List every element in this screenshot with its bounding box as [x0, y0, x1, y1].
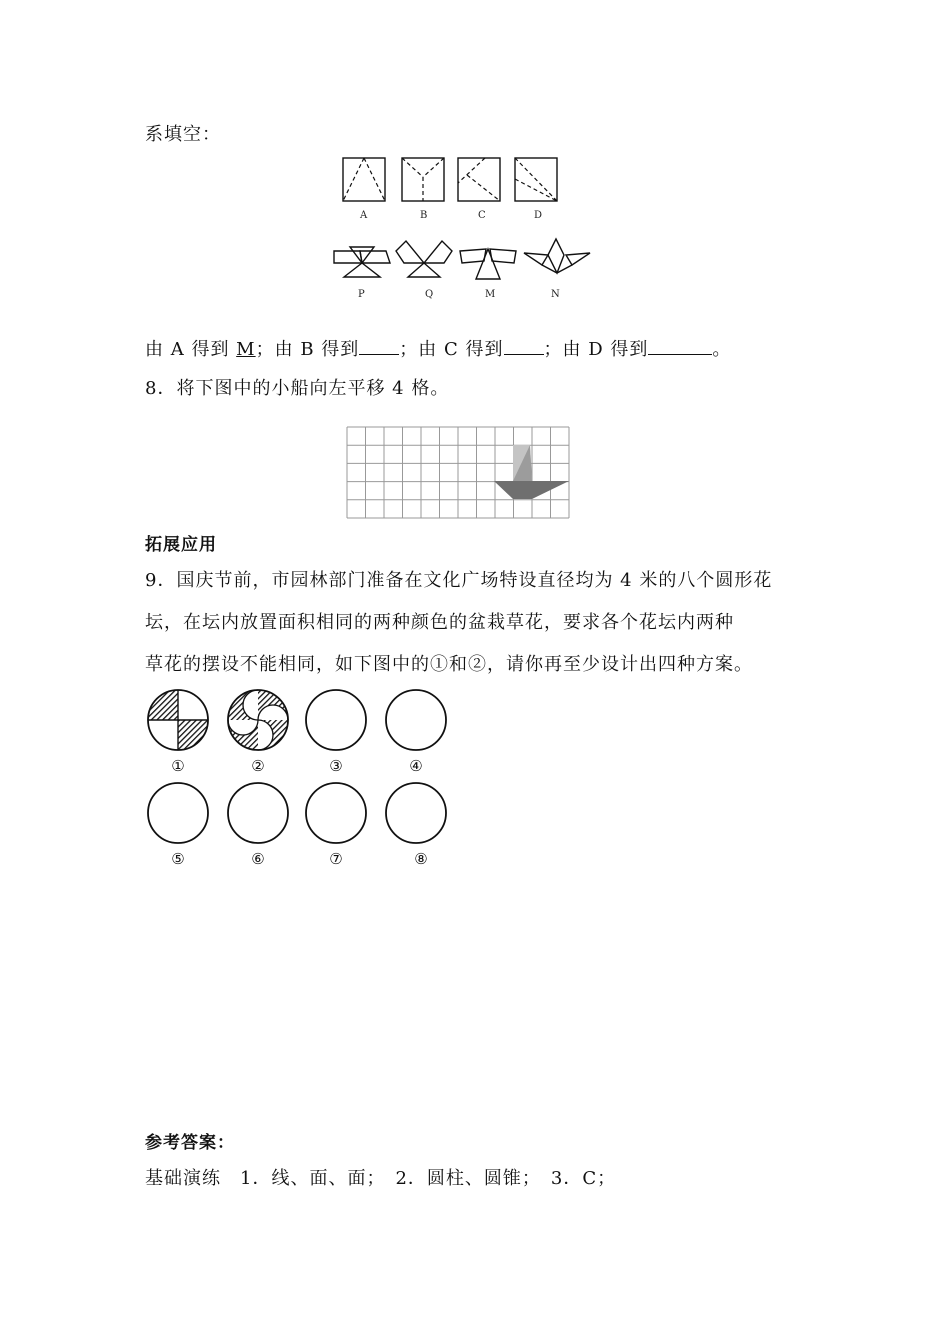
label-a: A — [360, 210, 368, 221]
design-circle-7[interactable] — [306, 783, 366, 843]
answers-line: 基础演练 1．线、面、面； 2．圆柱、圆锥； 3．C； — [145, 1168, 617, 1189]
label-m: M — [485, 289, 496, 300]
design-circle-2 — [228, 690, 288, 750]
design-circle-5[interactable] — [148, 783, 208, 843]
label-c: C — [478, 210, 486, 221]
q7-end: 。 — [712, 339, 732, 360]
q9-line-2: 坛，在坛内放置面积相同的两种颜色的盆栽草花，要求各个花坛内两种 — [145, 612, 734, 633]
circle-label-7: ⑦ — [329, 850, 343, 868]
label-n: N — [551, 289, 560, 300]
boat-hull — [494, 481, 569, 499]
q7-answer-line — [145, 335, 731, 361]
design-circle-8[interactable] — [386, 783, 446, 843]
circle-label-5: ⑤ — [171, 850, 185, 868]
section-title: 拓展应用 — [145, 535, 217, 555]
grid-lines — [347, 427, 569, 518]
boat-grid-figure — [346, 426, 570, 519]
circle-label-4: ④ — [409, 757, 423, 775]
label-b: B — [420, 210, 428, 221]
fold-square-b — [402, 158, 444, 201]
q9-line-1: 9．国庆节前，市园林部门准备在文化广场特设直径均为 4 米的八个圆形花 — [145, 570, 773, 591]
q7-part2: ；由 B 得到 — [255, 339, 360, 360]
shape-m — [460, 249, 516, 279]
folded-shapes-figure — [330, 237, 595, 302]
q7-part3: ；由 C 得到 — [399, 339, 504, 360]
shape-p — [334, 247, 390, 277]
blank-d[interactable] — [648, 338, 712, 355]
label-q: Q — [425, 289, 434, 300]
label-p: P — [358, 289, 365, 300]
blank-b[interactable] — [359, 338, 399, 355]
design-circle-1 — [148, 690, 208, 750]
fold-square-d — [515, 158, 557, 201]
q8-text: 8．将下图中的小船向左平移 4 格。 — [145, 378, 450, 399]
q9-line-3: 草花的摆设不能相同，如下图中的①和②，请你再至少设计出四种方案。 — [145, 654, 753, 675]
blank-c[interactable] — [504, 338, 544, 355]
q7-m-answer: M — [236, 339, 256, 360]
design-circle-6[interactable] — [228, 783, 288, 843]
circle-label-6: ⑥ — [251, 850, 265, 868]
circle-label-1: ① — [171, 757, 185, 775]
intro-text: 系填空： — [145, 124, 221, 145]
fold-square-c — [458, 158, 500, 201]
q7-part4: ；由 D 得到 — [543, 339, 649, 360]
shape-q — [396, 241, 452, 277]
circle-label-2: ② — [251, 757, 265, 775]
answers-title: 参考答案： — [145, 1133, 235, 1153]
label-d: D — [534, 210, 543, 221]
q7-part1: 由 A 得到 — [145, 339, 237, 360]
circle-label-3: ③ — [329, 757, 343, 775]
fold-squares-figure — [340, 155, 570, 230]
circle-label-8: ⑧ — [414, 850, 428, 868]
shape-n — [524, 239, 590, 273]
design-circle-4[interactable] — [386, 690, 446, 750]
design-circle-3[interactable] — [306, 690, 366, 750]
fold-square-a — [343, 158, 385, 201]
